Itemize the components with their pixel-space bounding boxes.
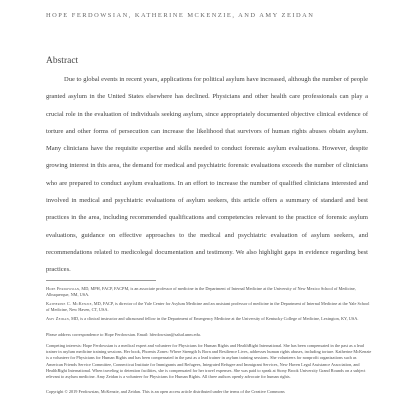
footnote-divider	[46, 280, 156, 281]
competing-interests-note: Competing interests: Hope Ferdowsian is a medical expert and volunteer for Physicians for Human Rights and HealthRight International. She has been compensated in the past as a lead trainer in asylum medicine training sessions. Her book, Phoenix Zones: Where Strength Is Born and Resilience Lives, addresses human rights abuses, including torture. Katherine McKenzie is a volunteer for Physicians for Human Rights and has been compensated in the past as a lead trainer in asylum training sessions. She volunteers for nonprofit organizations such as American Friends Service Committee, Connecticut Institute for Immigrants and Refugees, Integrated Refugee and Immigrant Services, New Haven Legal Assistance Association, and HealthRight International. When traveling to detention facilities, she is compensated for her travel expenses. She was paid to speak at Stony Brook University Grand Rounds on a subject relevant to asylum medicine. Amy Zeidan is a volunteer for Physicians for Human Rights. All three authors openly advocate for human rights.	[46, 343, 372, 380]
affiliation-text: , MD, is a clinical instructor and ultrasound fellow in the Department of Emergency Medicine at the University of Kentucky College of Medicine, Lexington, KY, USA.	[68, 316, 359, 321]
affiliation-text: , MD, MPH, FACP, FACPM, is an associate professor of medicine in the Department of Internal Medicine at the University of New Mexico School of Medicine, Albuquerque, NM, USA.	[46, 286, 356, 298]
author-name: Amy Zeidan	[46, 316, 69, 321]
author-name: Hope Ferdowsian	[46, 286, 80, 291]
author-affiliation-ferdowsian	[46, 286, 372, 298]
copyright-note: Copyright © 2019 Ferdowsian, McKenzie, and Zeidan. This is an open access article distributed under the terms of the Creative Commons	[46, 389, 285, 394]
author-name: Katherine C. McKenzie	[46, 301, 92, 306]
author-affiliation-zeidan	[46, 316, 372, 322]
abstract-body: Due to global events in recent years, applications for political asylum have increased, although the number of people granted asylum in the United States elsewhere has declined. Physicians and other health care professionals can play a crucial role in the evaluation of individuals seeking asylum, since appropriately documented objective clinical evidence of torture and other forms of persecution can increase the likelihood that survivors of human rights abuses obtain asylum. Many clinicians have the requisite expertise and skills needed to conduct forensic asylum evaluations. However, despite growing interest in this area, the demand for medical and psychiatric forensic evaluations exceeds the number of clinicians who are prepared to conduct asylum evaluations. In an effort to increase the number of qualified clinicians interested and involved in medical and psychiatric evaluations of asylum seekers, this article offers a summary of standard and best practices in the area, including recommended qualifications and competencies relevant to the practice of forensic asylum evaluations, guidance on effective approaches to the medical and psychiatric evaluation of asylum seekers, and recommendations related to medicolegal documentation and testimony. We also highlight gaps in evidence regarding best practices.	[46, 76, 368, 274]
author-affiliation-mckenzie	[46, 301, 372, 313]
abstract-heading: Abstract	[46, 56, 79, 66]
affiliation-text: , MD, FACP, is director of the Yale Center for Asylum Medicine and an assistant professor of medicine in the Department of Internal Medicine at the Yale School of Medicine, New Haven, CT, USA.	[46, 301, 370, 313]
running-head: HOPE FERDOWSIAN, KATHERINE MCKENZIE, AND AMY ZEIDAN	[46, 12, 315, 19]
correspondence-note: Please address correspondence to Hope Ferdowsian. Email: hferdowsian@salud.unm.edu.	[46, 332, 201, 337]
